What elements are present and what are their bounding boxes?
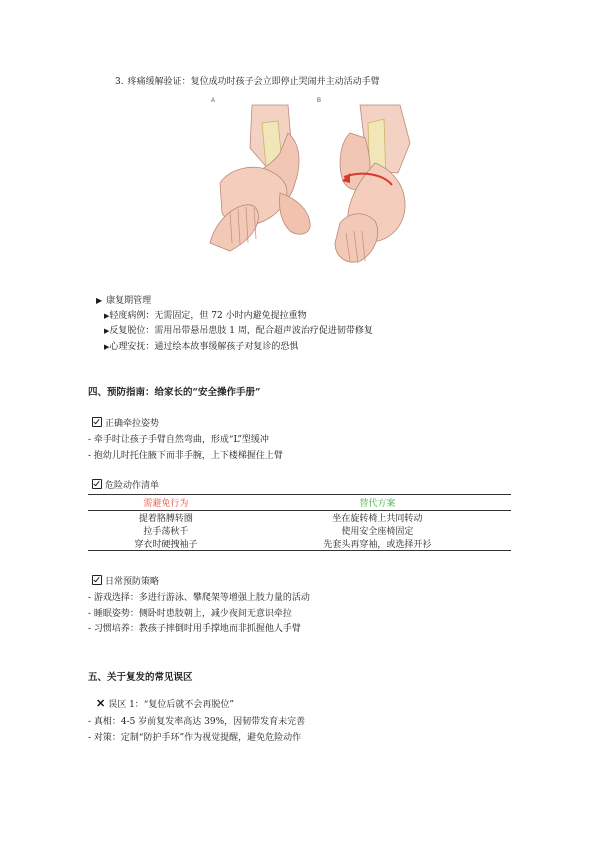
cross-mark-icon: ✕ <box>96 697 106 710</box>
triangle-bullet-icon: ▶ <box>104 312 110 320</box>
triangle-bullet-icon: ▶ <box>104 343 110 351</box>
table-row <box>88 537 511 551</box>
daily-strategy-title: 日常预防策略 <box>105 577 160 587</box>
triangle-bullet-icon: ▶ <box>104 327 110 335</box>
recovery-title: 康复期管理 <box>106 296 152 306</box>
step3-line <box>115 74 380 87</box>
correct-posture-item: - 抱幼儿时托住腋下而非手腕，上下楼梯握住上臂 <box>88 451 283 461</box>
checkbox-checked-icon <box>92 479 102 489</box>
table-row <box>88 511 511 525</box>
daily-strategy-item: - 睡眠姿势：侧卧时患肢朝上，减少夜间无意识牵拉 <box>88 609 292 619</box>
table-row <box>88 524 511 537</box>
table-cell: 先套头再穿袖，或选择开衫 <box>244 537 511 551</box>
table-cell: 提着胳膊转圈 <box>138 514 193 524</box>
daily-strategy-item: - 游戏选择：多进行游泳、攀爬架等增强上肢力量的活动 <box>88 593 310 603</box>
recovery-item <box>104 323 373 336</box>
panel-a <box>210 105 310 251</box>
recovery-item-text: 心理安抚：通过绘本故事缓解孩子对复诊的恐惧 <box>109 342 299 352</box>
step3-text: 疼痛缓解验证：复位成功时孩子会立即停止哭闹并主动活动手臂 <box>127 77 380 87</box>
danger-list-heading <box>92 478 159 491</box>
correct-posture-item: - 牵手时让孩子手臂自然弯曲，形成“L”型缓冲 <box>88 435 269 445</box>
daily-strategy-item: - 习惯培养：教孩子摔倒时用手撑地而非抓握他人手臂 <box>88 624 301 634</box>
checkbox-checked-icon <box>92 575 102 585</box>
myth-heading <box>96 697 234 710</box>
myth-item: - 真相：4-5 岁前复发率高达 39%，因韧带发育未完善 <box>88 717 306 727</box>
step3-number: 3. <box>115 77 124 87</box>
myth-item: - 对策：定制“防护手环”作为视觉提醒，避免危险动作 <box>88 733 302 743</box>
figure-label-b: B <box>317 98 322 104</box>
recovery-item <box>104 339 298 352</box>
checkbox-checked-icon <box>92 417 102 427</box>
danger-list-title: 危险动作清单 <box>105 481 160 491</box>
header-alternative: 替代方案 <box>244 495 511 511</box>
correct-posture-heading <box>92 416 159 429</box>
recovery-heading <box>96 293 151 306</box>
section4-title: 四、预防指南：给家长的“安全操作手册” <box>88 387 261 398</box>
correct-posture-title: 正确牵拉姿势 <box>105 419 160 429</box>
daily-strategy-heading <box>92 574 159 587</box>
danger-table <box>88 494 511 551</box>
section5-title: 五、关于复发的常见误区 <box>88 672 193 683</box>
recovery-item <box>104 308 307 321</box>
table-header-row <box>88 495 511 511</box>
figure-label-a: A <box>211 98 216 104</box>
table-cell: 使用安全座椅固定 <box>341 527 414 537</box>
header-avoid: 需避免行为 <box>88 495 244 511</box>
panel-b <box>335 105 410 263</box>
table-cell: 拉手荡秋千 <box>143 527 189 537</box>
arm-reduction-drawing <box>200 93 412 265</box>
recovery-item-text: 反复脱位：需用吊带悬吊患肢 1 周，配合超声波治疗促进韧带修复 <box>109 326 373 336</box>
triangle-bullet-icon: ▶ <box>96 296 103 305</box>
table-cell: 坐在旋转椅上共同转动 <box>332 514 423 524</box>
table-cell: 穿衣时硬拽袖子 <box>88 537 244 551</box>
reduction-illustration <box>200 93 412 265</box>
recovery-item-text: 轻度病例：无需固定，但 72 小时内避免提拉重物 <box>109 311 307 321</box>
myth-title: 误区 1：“复位后就不会再脱位” <box>108 700 235 710</box>
